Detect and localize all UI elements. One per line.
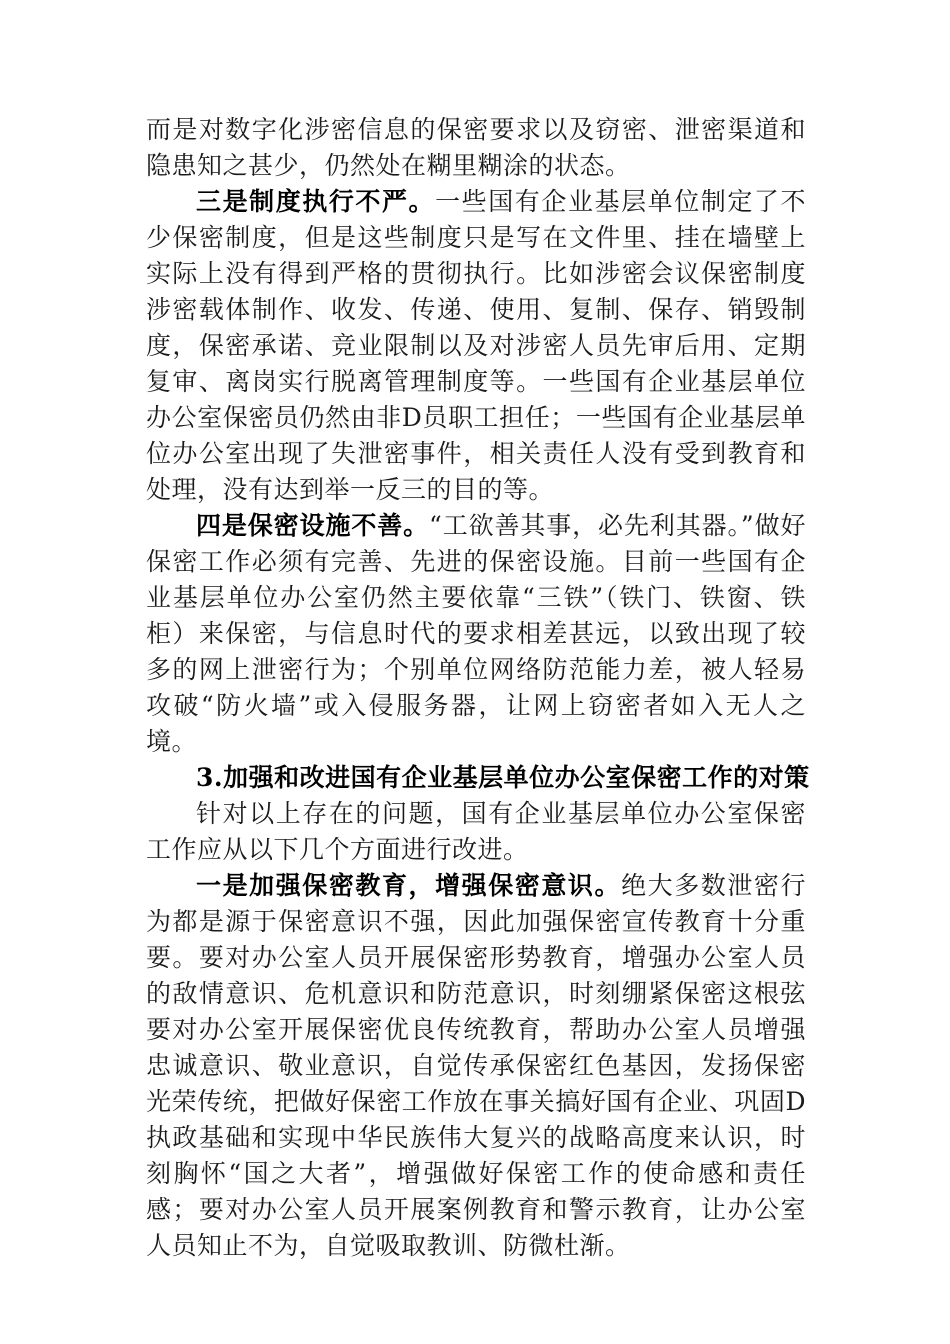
paragraph-text: “工欲善其事，必先利其器。”做好保密工作必须有完善、先进的保密设施。目前一些国有企业基层单位办公室仍然主要依靠“三铁”（铁门、铁窗、铁柜）来保密，与信息时代的要求相差甚远，以致出现了较多的网上泄密行为；个别单位网络防范能力差，被人轻易攻破“防火墙”或入侵服务器，让网上窃密者如入无人之境。	[146, 511, 806, 756]
paragraph-lead: 四是保密设施不善。	[196, 511, 430, 540]
paragraph-facilities	[146, 508, 806, 760]
document-page	[146, 112, 810, 1264]
paragraph-text: 绝大多数泄密行为都是源于保密意识不强，因此加强保密宣传教育十分重要。要对办公室人员开展保密形势教育，增强办公室人员的敌情意识、危机意识和防范意识，时刻绷紧保密这根弦要对办公室开展保密优良传统教育，帮助办公室人员增强忠诚意识、敬业意识，自觉传承保密红色基因，发扬保密光荣传统，把做好保密工作放在事关搞好国有企业、巩固D执政基础和实现中华民族伟大复兴的战略高度来认识，时刻胸怀“国之大者”，增强做好保密工作的使命感和责任感；要对办公室人员开展案例教育和警示教育，让办公室人员知止不为，自觉吸取教训、防微杜渐。	[146, 871, 806, 1260]
paragraph-continuation	[146, 112, 806, 184]
paragraph-lead: 一是加强保密教育，增强保密意识。	[196, 871, 622, 900]
paragraph-intro	[146, 796, 806, 868]
section-heading: 3.加强和改进国有企业基层单位办公室保密工作的对策	[196, 763, 810, 792]
paragraph-text: 一些国有企业基层单位制定了不少保密制度，但是这些制度只是写在文件里、挂在墙壁上实际上没有得到严格的贯彻执行。比如涉密会议保密制度涉密载体制作、收发、传递、使用、复制、保存、销毁制度，保密承诺、竞业限制以及对涉密人员先审后用、定期复审、离岗实行脱离管理制度等。一些国有企业基层单位办公室保密员仍然由非D员职工担任；一些国有企业基层单位办公室出现了失泄密事件，相关责任人没有受到教育和处理，没有达到举一反三的目的等。	[146, 187, 806, 504]
paragraph-lead: 三是制度执行不严。	[196, 187, 436, 216]
paragraph-text: 而是对数字化涉密信息的保密要求以及窃密、泄密渠道和隐患知之甚少，仍然处在糊里糊涂的状态。	[146, 115, 806, 180]
paragraph-education	[146, 868, 806, 1264]
paragraph-text: 针对以上存在的问题，国有企业基层单位办公室保密工作应从以下几个方面进行改进。	[146, 799, 806, 864]
paragraph-rule-enforcement	[146, 184, 806, 508]
